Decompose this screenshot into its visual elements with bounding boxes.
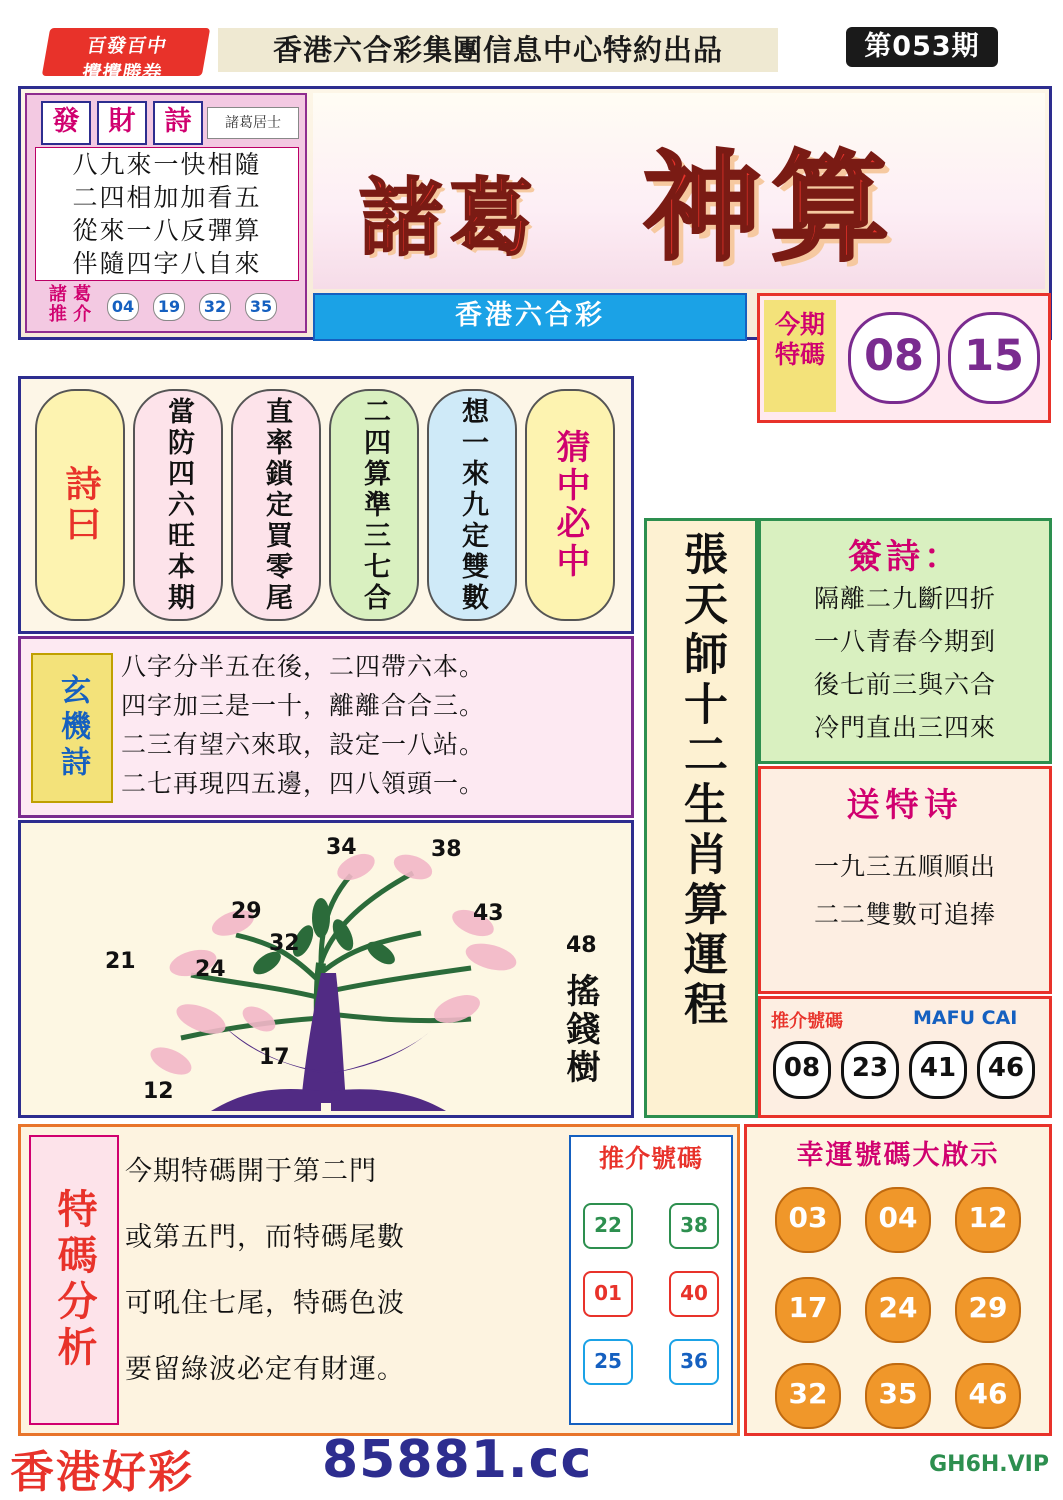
xuanji-line: 八字分半五在後，二四帶六本。 bbox=[121, 652, 486, 681]
special-ball: 15 bbox=[948, 312, 1040, 404]
masthead-left-text: 諸葛 bbox=[359, 169, 540, 267]
poem-author-tag: 諸葛居士 bbox=[207, 107, 299, 139]
qianshi-line: 隔離二九斷四折 bbox=[813, 584, 996, 613]
poem-title-char-1: 發 bbox=[41, 101, 91, 145]
qianshi-line: 一八青春今期到 bbox=[813, 627, 996, 656]
songteshi-line: 一九三五順順出 bbox=[813, 852, 996, 881]
page-footer bbox=[0, 1430, 1063, 1496]
lucky-ball: 17 bbox=[775, 1277, 841, 1343]
bottom-recommend-ball: 22 bbox=[583, 1203, 633, 1249]
tree-number: 32 bbox=[269, 931, 300, 956]
special-analysis-panel bbox=[18, 1124, 740, 1436]
masthead-right-text: 神算 bbox=[643, 139, 900, 277]
qianshi-line: 冷門直出三四來 bbox=[813, 713, 996, 742]
qianshi-line: 後七前三與六合 bbox=[813, 670, 996, 699]
capsule-text: 詩曰 bbox=[60, 465, 101, 545]
lucky-ball: 32 bbox=[775, 1363, 841, 1429]
subtitle-bar: 香港六合彩 bbox=[313, 293, 747, 341]
lucky-ball: 24 bbox=[865, 1277, 931, 1343]
songteshi-lines bbox=[761, 843, 1049, 939]
poem-recommend-number: 04 bbox=[107, 293, 139, 321]
poem-recommend-label bbox=[37, 285, 103, 327]
footer-watermark: GH6H.VIP bbox=[929, 1452, 1049, 1477]
rec-label-line2: 推 介 bbox=[48, 304, 92, 325]
special-analysis-lines bbox=[125, 1139, 555, 1403]
special-ball: 08 bbox=[848, 312, 940, 404]
xuanji-line: 二七再現四五邊，四八領頭一。 bbox=[121, 769, 486, 798]
bottom-recommend-ball: 40 bbox=[669, 1271, 719, 1317]
special-analysis-label: 特碼分析 bbox=[29, 1135, 119, 1425]
page-title: 香港六合彩集團信息中心特約出品 bbox=[218, 28, 778, 72]
lucky-ball: 03 bbox=[775, 1187, 841, 1253]
poem-line: 八九來一快相隨 bbox=[72, 150, 262, 179]
money-tree-panel bbox=[18, 820, 634, 1118]
poem-line: 二四相加加看五 bbox=[72, 183, 262, 212]
zhangtianshi-text: 張天師十二生肖算運程 bbox=[676, 531, 727, 1031]
xuanji-line: 四字加三是一十，離離合合三。 bbox=[121, 691, 486, 720]
xuanji-label: 玄機詩 bbox=[31, 653, 113, 803]
xuanji-poem-panel bbox=[18, 636, 634, 818]
rec-label-line1: 諸 葛 bbox=[48, 284, 92, 305]
poem-title-char-2: 財 bbox=[97, 101, 147, 145]
shiyue-capsule-row bbox=[18, 376, 634, 634]
masthead bbox=[313, 93, 1045, 289]
capsule-text: 想一來九定雙數 bbox=[457, 396, 488, 614]
bottom-recommend-grid bbox=[577, 1203, 725, 1423]
lucky-ball: 29 bbox=[955, 1277, 1021, 1343]
footer-brand: 香港好彩 bbox=[10, 1447, 194, 1498]
capsule-text: 直率鎖定買零尾 bbox=[261, 396, 292, 614]
songteshi-line: 二二雙數可追捧 bbox=[813, 900, 996, 929]
tree-number: 38 bbox=[431, 837, 462, 862]
xuanji-lines bbox=[121, 647, 621, 803]
qianshi-lines bbox=[761, 577, 1049, 749]
logo-line-2: 攪攪勝券 bbox=[80, 62, 165, 84]
qianshi-title: 簽詩： bbox=[848, 537, 962, 577]
tree-number: 24 bbox=[195, 957, 226, 982]
songteshi-title: 送特诗 bbox=[846, 785, 964, 824]
capsule-title bbox=[35, 389, 125, 621]
analysis-line: 或第五門，而特碼尾數 bbox=[125, 1222, 405, 1253]
recommend-label: 推介號碼 bbox=[771, 1011, 843, 1032]
recommend-ball: 08 bbox=[773, 1041, 831, 1099]
songteshi-panel bbox=[758, 766, 1052, 994]
recommend-number-panel bbox=[758, 996, 1052, 1118]
recommend-ball: 46 bbox=[977, 1041, 1035, 1099]
lucky-number-panel bbox=[744, 1124, 1052, 1436]
analysis-line: 今期特碼開于第二門 bbox=[125, 1156, 377, 1187]
lucky-ball: 46 bbox=[955, 1363, 1021, 1429]
top-panel bbox=[18, 86, 1052, 381]
lucky-ball: 12 bbox=[955, 1187, 1021, 1253]
lucky-ball: 04 bbox=[865, 1187, 931, 1253]
poem-recommend-row bbox=[35, 285, 297, 327]
poem-recommend-number: 19 bbox=[153, 293, 185, 321]
capsule bbox=[427, 389, 517, 621]
special-number-label: 今期特碼 bbox=[764, 300, 836, 412]
zhangtianshi-panel bbox=[644, 518, 758, 1118]
fortune-poem-title bbox=[35, 101, 297, 141]
bottom-recommend-ball: 36 bbox=[669, 1339, 719, 1385]
footer-url: 85881.cc bbox=[322, 1430, 593, 1490]
capsule bbox=[231, 389, 321, 621]
tree-number: 12 bbox=[143, 1079, 174, 1104]
tree-number: 34 bbox=[326, 835, 357, 860]
tree-number: 43 bbox=[473, 901, 504, 926]
recommend-ball: 41 bbox=[909, 1041, 967, 1099]
page-header bbox=[18, 22, 1046, 82]
lucky-title: 幸運號碼大啟示 bbox=[796, 1140, 1000, 1171]
analysis-line: 可吼住七尾，特碼色波 bbox=[125, 1288, 405, 1319]
tree-number: 29 bbox=[231, 899, 262, 924]
capsule-highlight bbox=[525, 389, 615, 621]
recommend-english-label: MAFU CAI bbox=[913, 1007, 1018, 1029]
fortune-poem-lines bbox=[35, 147, 299, 281]
poem-recommend-number: 32 bbox=[199, 293, 231, 321]
capsule-text: 二四算準三七合 bbox=[359, 396, 390, 614]
recommend-ball: 23 bbox=[841, 1041, 899, 1099]
bottom-recommend-ball: 01 bbox=[583, 1271, 633, 1317]
capsule bbox=[329, 389, 419, 621]
bottom-recommend-title: 推介號碼 bbox=[598, 1144, 703, 1173]
logo-line-1: 百發百中 bbox=[85, 35, 169, 57]
lucky-ball: 35 bbox=[865, 1363, 931, 1429]
issue-badge: 第053期 bbox=[846, 27, 998, 67]
poem-line: 伴隨四字八自來 bbox=[72, 249, 262, 278]
poem-line: 從來一八反彈算 bbox=[72, 216, 262, 245]
bottom-recommend-panel bbox=[569, 1135, 733, 1425]
bottom-recommend-ball: 38 bbox=[669, 1203, 719, 1249]
tree-number: 17 bbox=[259, 1045, 290, 1070]
tree-number: 48 bbox=[566, 933, 597, 958]
analysis-line: 要留綠波必定有財運。 bbox=[125, 1354, 405, 1385]
tree-number: 21 bbox=[105, 949, 136, 974]
capsule-text: 猜中必中 bbox=[550, 429, 590, 581]
qianshi-panel bbox=[758, 518, 1052, 764]
special-number-panel bbox=[757, 293, 1051, 423]
xuanji-line: 二三有望六來取，設定一八站。 bbox=[121, 730, 486, 759]
brand-logo bbox=[42, 28, 210, 84]
bottom-recommend-ball: 25 bbox=[583, 1339, 633, 1385]
capsule bbox=[133, 389, 223, 621]
capsule-text: 當防四六旺本期 bbox=[163, 396, 194, 614]
poem-recommend-number: 35 bbox=[245, 293, 277, 321]
poem-title-char-3: 詩 bbox=[153, 101, 203, 145]
tree-label: 搖錢樹 bbox=[560, 973, 600, 1087]
fortune-poem-box bbox=[25, 93, 307, 333]
